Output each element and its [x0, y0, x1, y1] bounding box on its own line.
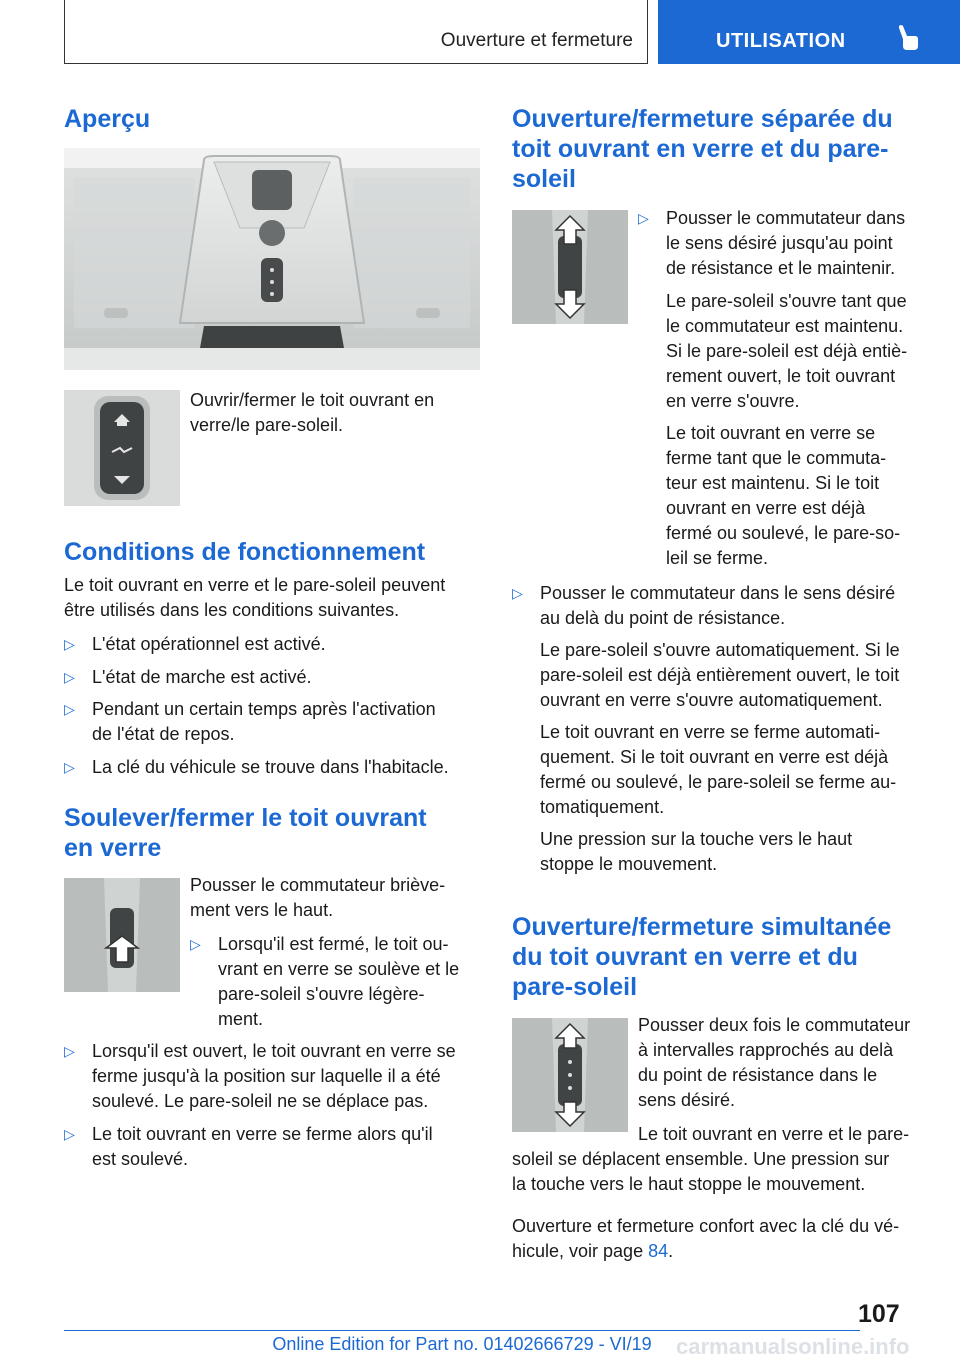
switch-closeup-image — [64, 390, 180, 506]
separate-item-1-p3-4: ouvrant en verre est déjà — [666, 498, 866, 518]
separate-item-1-p2-4: rement ouvert, le toit ouvrant — [666, 366, 896, 386]
lift-sub-item: ▷ Lorsqu'il est fermé, le toit ou- vrant en verre se soulève et le pare-soleil s'ouvre légère- ment. — [190, 934, 460, 1029]
overhead-console-image — [64, 148, 480, 370]
conditions-item-1: ▷ L'état opérationnel est activé. — [64, 632, 480, 657]
bullet-triangle-icon: ▷ — [64, 701, 75, 717]
conditions-intro-2: être utilisés dans les conditions suivantes. — [64, 600, 400, 620]
bullet-triangle-icon: ▷ — [512, 585, 523, 601]
footer-edition: Online Edition for Part no. 01402666729 - VI/19 — [272, 1334, 652, 1354]
chapter-badge[interactable] — [658, 0, 960, 64]
separate-item-1-p3-6: leil se ferme. — [666, 548, 769, 568]
overview-caption-2: verre/le pare-soleil. — [190, 415, 344, 435]
bullet-triangle-icon: ▷ — [64, 1126, 75, 1142]
separate-item-1-p3-1: Le toit ouvrant en verre se — [666, 423, 876, 443]
heading-separate-3: soleil — [512, 165, 576, 193]
separate-item-2-p4-2: stoppe le mouvement. — [540, 854, 718, 874]
heading-separate-2: toit ouvrant en verre et du pare- — [512, 135, 889, 163]
lift-item-1: ▷ Lorsqu'il est ouvert, le toit ouvrant en verre se ferme jusqu'à la position sur laquelle il a été soulevé. Le pare-soleil ne se déplace pas. — [64, 1041, 456, 1111]
heading-simultaneous-1: Ouverture/fermeture simultanée — [512, 913, 892, 941]
lift-switch-image — [64, 878, 180, 992]
conditions-item-4: ▷ La clé du véhicule se trouve dans l'habitacle. — [64, 755, 480, 780]
bullet-triangle-icon: ▷ — [64, 759, 75, 775]
heading-lift-2: en verre — [64, 834, 162, 862]
separate-item-2: ▷ Pousser le commutateur dans le sens désiré au delà du point de résistance. — [512, 583, 896, 628]
lift-intro-1: Pousser le commutateur briève- — [190, 875, 446, 895]
conditions-intro-1: Le toit ouvrant en verre et le pare-soleil peuvent — [64, 575, 446, 595]
bullet-triangle-icon: ▷ — [64, 636, 75, 652]
separate-item-2-p3-4: tomatiquement. — [540, 797, 665, 817]
simultaneous-p3-2: hicule, voir page 84. — [512, 1241, 674, 1261]
separate-item-2-p2-3: ouvrant en verre s'ouvre automatiquement. — [540, 690, 883, 710]
page-link-84[interactable]: 84 — [648, 1241, 669, 1261]
separate-item-2-p3-2: quement. Si le toit ouvrant en verre est déjà — [540, 747, 889, 767]
separate-item-2-p4-1: Une pression sur la touche vers le haut — [540, 829, 853, 849]
simultaneous-intro-4: sens désiré. — [638, 1090, 736, 1110]
chapter-label: UTILISATION — [716, 30, 846, 52]
header-section-box — [64, 0, 648, 64]
page-number: 107 — [858, 1300, 900, 1328]
separate-item-2-p2-2: pare-soleil est déjà entièrement ouvert, le toit — [540, 665, 900, 685]
separate-item-1-p2-1: Le pare-soleil s'ouvre tant que — [666, 291, 907, 311]
simultaneous-intro-1: Pousser deux fois le commutateur — [638, 1015, 911, 1035]
heading-conditions: Conditions de fonctionnement — [64, 538, 426, 566]
separate-item-1-p2-5: en verre s'ouvre. — [666, 391, 800, 411]
conditions-item-2: ▷ L'état de marche est activé. — [64, 665, 480, 690]
separate-item-1-p3-3: teur est maintenu. Si le toit — [666, 473, 880, 493]
simultaneous-p3-1: Ouverture et fermeture confort avec la clé du vé- — [512, 1216, 900, 1236]
separate-item-2-p3-1: Le toit ouvrant en verre se ferme automati- — [540, 722, 881, 742]
heading-apercu: Aperçu — [64, 105, 151, 133]
heading-simultaneous-3: pare-soleil — [512, 973, 638, 1001]
lift-intro-2: ment vers le haut. — [190, 900, 334, 920]
separate-item-2-p3-3: fermé ou soulevé, le pare-soleil se ferme au- — [540, 772, 897, 792]
footer-divider — [64, 1330, 860, 1331]
simultaneous-p2-1: Le toit ouvrant en verre et le pare- — [638, 1124, 910, 1144]
separate-item-1-p3-5: fermé ou soulevé, le pare-so- — [666, 523, 901, 543]
heading-lift-1: Soulever/fermer le toit ouvrant — [64, 804, 427, 832]
conditions-item-3: ▷ Pendant un certain temps après l'activation de l'état de repos. — [64, 699, 436, 744]
heading-simultaneous-2: du toit ouvrant en verre et du — [512, 943, 858, 971]
simultaneous-switch-image — [512, 1018, 628, 1132]
simultaneous-intro-3: du point de résistance dans le — [638, 1065, 878, 1085]
watermark: carmanualsonline.info — [676, 1334, 910, 1359]
simultaneous-p2-2: soleil se déplacent ensemble. Une pression sur — [512, 1149, 890, 1169]
simultaneous-intro-2: à intervalles rapprochés au delà — [638, 1040, 894, 1060]
section-title: Ouverture et fermeture — [440, 30, 633, 51]
lift-item-2: ▷ Le toit ouvrant en verre se ferme alors qu'il est soulevé. — [64, 1124, 433, 1169]
separate-item-2-p2-1: Le pare-soleil s'ouvre automatiquement. Si le — [540, 640, 900, 660]
bullet-triangle-icon: ▷ — [638, 210, 649, 226]
separate-item-1-p2-3: Si le pare-soleil est déjà entiè- — [666, 341, 908, 361]
overview-caption-1: Ouvrir/fermer le toit ouvrant en — [190, 390, 435, 410]
separate-item-1-p3-2: ferme tant que le commuta- — [666, 448, 887, 468]
heading-separate-1: Ouverture/fermeture séparée du — [512, 105, 893, 133]
separate-item-1: ▷ Pousser le commutateur dans le sens désiré jusqu'au point de résistance et le maintenir. — [638, 208, 906, 278]
hand-pointer-icon — [894, 24, 920, 57]
separate-item-1-p2-2: le commutateur est maintenu. — [666, 316, 904, 336]
separate-switch-image — [512, 210, 628, 324]
bullet-triangle-icon: ▷ — [190, 936, 201, 952]
bullet-triangle-icon: ▷ — [64, 669, 75, 685]
bullet-triangle-icon: ▷ — [64, 1043, 75, 1059]
simultaneous-p2-3: la touche vers le haut stoppe le mouvement. — [512, 1174, 866, 1194]
